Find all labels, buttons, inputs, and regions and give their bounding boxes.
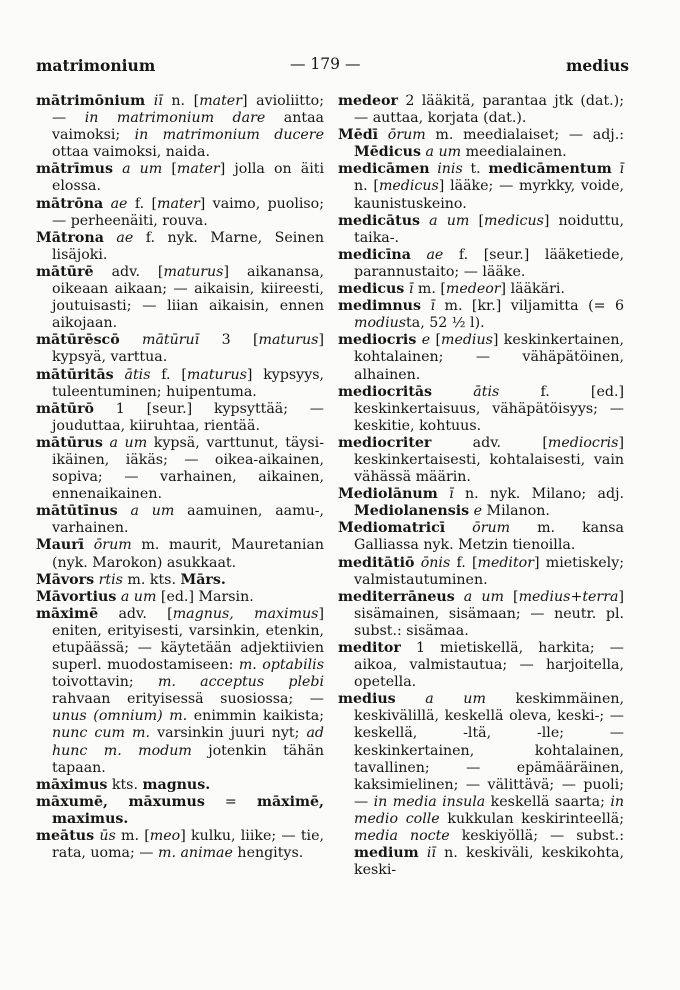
- grammar-form: iī: [153, 93, 163, 109]
- dictionary-entry: [338, 435, 624, 486]
- dictionary-entry: [36, 401, 324, 435]
- dictionary-entry: [36, 828, 324, 862]
- etymology: mater: [176, 161, 220, 178]
- grammar-form: a um: [109, 434, 148, 451]
- definition-text: [84, 537, 94, 553]
- headword: Mātrona: [36, 229, 104, 246]
- definition-text: hengitys.: [232, 845, 304, 862]
- definition-text: [: [430, 332, 441, 349]
- definition-text: f. nyk. Marne, Seinen lisäjoki.: [52, 229, 324, 263]
- grammar-form: mātūruī: [142, 332, 200, 349]
- grammar-form: ae: [116, 229, 134, 246]
- definition-text: f. [: [450, 554, 478, 571]
- headword: Mediolānum: [338, 486, 438, 503]
- dictionary-entry: [36, 537, 324, 571]
- definition-text: n. nyk. Milano; adj.: [453, 486, 624, 503]
- dictionary-entry: [36, 572, 324, 589]
- definition-text: rahvaan erityisessä suosiossa; —: [52, 691, 324, 708]
- definition-text: enimmin kaikista;: [187, 708, 324, 725]
- headword: medimnus: [338, 298, 421, 315]
- definition-text: keskimmäinen, keskivälillä, keskellä oleva, keski-; — keskellä, -ltä, -lle; — keskinkertainen, kohtalainen, tavallinen; — epämääräinen, kaksimielinen; — välittävä; — puoli; —: [354, 691, 624, 810]
- headword: medium: [354, 845, 419, 862]
- right-column: [338, 93, 624, 879]
- example-phrase: modius: [354, 315, 407, 332]
- headword: māximus: [36, 776, 108, 793]
- grammar-form: a um: [463, 588, 504, 605]
- etymology: meo: [149, 828, 181, 845]
- grammar-form: ōrum: [93, 537, 132, 554]
- definition-text: adv. [: [93, 263, 164, 280]
- definition-text: [120, 332, 142, 348]
- definition-text: n. [: [162, 93, 200, 109]
- grammar-form: rtis: [98, 571, 123, 588]
- headword: magnus.: [142, 776, 211, 793]
- definition-text: 2 lääkitä, parantaa jtk (dat.); — auttaa, korjata (dat.).: [354, 93, 624, 127]
- definition-text: meedialainen.: [461, 144, 567, 161]
- dictionary-entry: [36, 503, 324, 537]
- headword: mediocris: [338, 332, 417, 349]
- grammar-form: ī: [430, 298, 436, 315]
- definition-text: f. [ed.] keskinkertaisuus, vähäpätöisyys; — keskitie, kohtuus.: [354, 383, 624, 434]
- definition-text: [118, 503, 131, 519]
- headword: medicāmen: [338, 161, 430, 178]
- definition-text: [103, 196, 110, 212]
- definition-text: [455, 589, 464, 605]
- definition-text: varsinkin juuri nyt;: [150, 725, 307, 742]
- definition-text: adv. [: [98, 605, 173, 622]
- grammar-form: ī: [619, 161, 625, 178]
- definition-text: m. meedialaiset; — adj.:: [425, 127, 624, 144]
- example-phrase: in media insula: [373, 793, 486, 810]
- headword: mātūrō: [36, 400, 95, 417]
- definition-text: ] noiduttu, taika-.: [354, 212, 625, 246]
- headword: Mārs.: [180, 571, 226, 588]
- dictionary-entry: [36, 332, 324, 366]
- grammar-form: a um: [130, 503, 175, 520]
- definition-text: antaa vaimoksi;: [52, 110, 324, 144]
- headword: medius: [338, 691, 396, 708]
- dictionary-entry: [36, 230, 324, 264]
- definition-text: [420, 213, 429, 229]
- etymology: mater: [156, 195, 200, 212]
- headword: mātūrē: [36, 263, 94, 280]
- definition-text: [ed.] Marsin.: [156, 588, 254, 605]
- dictionary-entry: [36, 161, 324, 195]
- headword: mātrimōnium: [36, 93, 146, 109]
- definition-text: [: [503, 588, 519, 605]
- etymology: medeor: [445, 281, 501, 298]
- definition-text: ] kulku, liike; — tie, rata, uoma; —: [52, 828, 324, 862]
- definition-text: keskiyöllä; — subst.:: [449, 828, 624, 845]
- dictionary-entry: [338, 486, 624, 520]
- definition-text: [438, 486, 449, 502]
- headword: mātūrus: [36, 434, 103, 451]
- grammar-form: ī: [449, 486, 454, 503]
- example-phrase: in matrimonium ducere: [134, 127, 324, 144]
- etymology: maturus: [258, 332, 319, 349]
- definition-text: adv. [: [431, 434, 548, 451]
- definition-text: ] eniten, erityisesti, varsinkin, etenkin, etupäässä; — käytetään adjektiivien superl. muodostamiseen:: [52, 605, 324, 674]
- dictionary-entry: [36, 367, 324, 401]
- dictionary-entry: [36, 93, 324, 161]
- definition-text: n. [: [354, 178, 379, 195]
- etymology: maturus: [186, 366, 247, 383]
- definition-text: [396, 691, 426, 707]
- definition-text: ] kypsyys, tuleentuminen; huipentuma.: [52, 366, 325, 400]
- running-head-right: medius: [566, 56, 629, 75]
- definition-text: [145, 93, 154, 109]
- grammar-form: a um: [122, 161, 163, 178]
- headword: mātūritās: [36, 366, 114, 383]
- definition-text: [419, 845, 427, 861]
- definition-text: ] keskinkertaisesti, kohtalaisesti, vain vähässä määrin.: [354, 434, 624, 486]
- headword: māximē: [36, 605, 99, 622]
- definition-text: [114, 367, 125, 383]
- definition-text: 3 [: [199, 332, 259, 349]
- definition-text: m. kts.: [122, 571, 181, 588]
- dictionary-entry: [338, 247, 624, 281]
- dictionary-entry: [338, 520, 624, 554]
- example-phrase: unus (omnium) m.: [52, 708, 188, 725]
- definition-text: ] avioliitto; —: [52, 93, 325, 127]
- grammar-form: e: [421, 332, 431, 349]
- definition-text: ottaa vaimoksi, naida.: [52, 144, 210, 161]
- headword: Mediolanensis: [354, 503, 470, 520]
- etymology: mediocris: [547, 434, 619, 451]
- example-phrase: in medio colle: [354, 793, 624, 827]
- grammar-form: ī: [408, 281, 414, 298]
- headword: mediocriter: [338, 434, 432, 451]
- definition-text: n. keskiväli, keskikohta, keski-: [354, 845, 625, 879]
- headword: meditātiō: [338, 554, 415, 571]
- example-phrase: m. optabilis: [238, 657, 324, 674]
- definition-text: jotenkin tähän tapaan.: [52, 742, 324, 776]
- headword: Māvortius: [36, 588, 117, 605]
- definition-text: ] mietiskely; valmistautuminen.: [354, 554, 624, 588]
- dictionary-entry: [338, 555, 624, 589]
- definition-text: [445, 520, 472, 536]
- grammar-form: ūs: [99, 828, 116, 845]
- definition-text: Milanon.: [482, 503, 550, 520]
- definition-text: m. [kr.] viljamitta (= 6: [435, 298, 624, 315]
- definition-text: t.: [462, 161, 489, 178]
- page-number: — 179 —: [290, 55, 361, 73]
- dictionary-entry: [338, 93, 624, 127]
- definition-text: f. [: [150, 366, 187, 383]
- dictionary-entry: [338, 161, 624, 212]
- definition-text: ] jolla on äiti elossa.: [52, 161, 325, 195]
- headword: meditor: [338, 640, 401, 656]
- definition-text: 1 [seur.] kypsyttää; — jouduttaa, kiiruhtaa, rientää.: [52, 400, 324, 434]
- definition-text: ] vaimo, puoliso; — perheenäiti, rouva.: [52, 195, 325, 229]
- dictionary-entry: [338, 589, 624, 640]
- definition-text: ] kypsyä, varttua.: [52, 332, 324, 366]
- definition-text: keskellä saarta;: [485, 793, 611, 810]
- definition-text: aamuinen, aamu-, varhainen.: [52, 503, 325, 537]
- headword: mātrōna: [36, 195, 104, 212]
- definition-text: [: [162, 161, 177, 178]
- headword: mātūrēscō: [36, 332, 120, 349]
- definition-text: kukkulan keskirinteellä;: [439, 810, 624, 827]
- definition-text: m. [: [413, 281, 446, 298]
- dictionary-entry: [36, 589, 324, 606]
- dictionary-entry: [36, 777, 324, 794]
- headword: medeor: [338, 93, 398, 109]
- definition-text: [113, 161, 122, 177]
- headword: Maurī: [36, 537, 85, 554]
- etymology: mater: [199, 93, 242, 109]
- etymology: medicus: [484, 212, 544, 229]
- running-head-left: matrimonium: [36, 56, 156, 75]
- grammar-form: ātis: [473, 383, 500, 400]
- dictionary-entry: [338, 213, 624, 247]
- example-phrase: m. animae: [158, 845, 233, 862]
- headword: meātus: [36, 828, 95, 845]
- headword: Mēdicus: [354, 144, 421, 161]
- definition-text: ] keskinkertainen, kohtalainen; — vähäpätöinen, alhainen.: [354, 332, 624, 383]
- headword: māxumē, māxumus: [36, 793, 205, 810]
- headword: Mēdī: [338, 127, 379, 144]
- left-column: [36, 93, 324, 862]
- headword: Māvors: [36, 571, 95, 588]
- definition-text: m. kansa Galliassa nyk. Metzin tienoilla.: [354, 520, 624, 554]
- grammar-form: e: [473, 503, 483, 520]
- example-phrase: m. acceptus plebi: [157, 674, 324, 691]
- definition-text: ] aikanansa, oikeaan aikaan; — aikaisin, kiireesti, joutuisasti; — liian aikaisin, ennen aikojaan.: [52, 263, 324, 332]
- grammar-form: ōnis: [420, 554, 451, 571]
- dictionary-entry: [36, 196, 324, 230]
- etymology: magnus, maximus: [172, 605, 319, 622]
- headword: Mediomatricī: [338, 520, 446, 537]
- dictionary-entry: [338, 332, 624, 383]
- definition-text: f. [seur.] lääketiede, parannustaito; — lääke.: [354, 246, 624, 280]
- definition-text: m. maurit, Mauretanian (nyk. Marokon) asukkaat.: [52, 537, 324, 571]
- dictionary-entry: [36, 606, 324, 777]
- definition-text: [411, 247, 427, 263]
- grammar-form: ōrum: [472, 520, 511, 537]
- definition-text: [: [469, 212, 485, 229]
- definition-text: 1 mietiskellä, harkita; — aikoa, valmistautua; — harjoitella, opetella.: [354, 640, 624, 691]
- dictionary-entry: [338, 127, 624, 161]
- dictionary-entry: [36, 435, 324, 503]
- dictionary-entry: [338, 384, 624, 435]
- definition-text: kts.: [107, 776, 143, 793]
- headword: mediocritās: [338, 383, 433, 400]
- grammar-form: iī: [426, 845, 436, 862]
- definition-text: [432, 384, 473, 400]
- etymology: medius: [441, 332, 493, 349]
- grammar-form: inis: [437, 161, 463, 178]
- dictionary-entry: [338, 640, 624, 691]
- etymology: medicus: [378, 178, 439, 195]
- dictionary-entry: [338, 691, 624, 879]
- etymology: maturus: [163, 263, 224, 280]
- definition-text: ] sisämainen, sisämaan; — neutr. pl. subst.: sisämaa.: [354, 588, 625, 639]
- grammar-form: ae: [110, 195, 128, 212]
- grammar-form: ātis: [124, 366, 151, 383]
- definition-text: ] lääke; — myrkky, voide, kaunistuskeino.: [354, 178, 624, 212]
- headword: mātūtīnus: [36, 503, 118, 520]
- etymology: meditor: [477, 554, 534, 571]
- grammar-form: ae: [426, 246, 444, 263]
- headword: medicāmentum: [488, 161, 612, 178]
- grammar-form: a um: [425, 691, 486, 708]
- headword: māximē, maximus.: [52, 793, 324, 827]
- definition-text: ta, 52 ½ l).: [406, 315, 485, 332]
- definition-text: =: [204, 793, 257, 810]
- dictionary-entry: [36, 794, 324, 828]
- definition-text: ] lääkäri.: [500, 281, 565, 298]
- grammar-form: a um: [429, 212, 470, 229]
- headword: mediterrāneus: [338, 588, 455, 605]
- example-phrase: ad hunc m. modum: [52, 725, 324, 759]
- etymology: medius+terra: [518, 588, 619, 605]
- definition-text: [378, 127, 388, 143]
- headword: medicātus: [338, 212, 421, 229]
- headword: medicus: [338, 281, 405, 298]
- dictionary-entry: [36, 264, 324, 332]
- definition-text: m. [: [115, 828, 150, 845]
- dictionary-entry: [338, 298, 624, 332]
- headword: medicīna: [338, 246, 411, 263]
- example-phrase: in matrimonium dare: [84, 110, 266, 127]
- grammar-form: a um: [120, 588, 157, 605]
- dictionary-entry: [338, 281, 624, 298]
- grammar-form: a um: [425, 144, 462, 161]
- example-phrase: nunc cum m.: [52, 725, 151, 742]
- definition-text: f. [: [127, 195, 157, 212]
- definition-text: toivottavin;: [52, 674, 158, 691]
- definition-text: kypsä, varttunut, täysi-ikäinen, iäkäs; — oikea-aikainen, sopiva; — varhainen, aikainen, ennenaikainen.: [52, 434, 325, 503]
- definition-text: [104, 230, 117, 246]
- example-phrase: media nocte: [354, 828, 450, 845]
- grammar-form: ōrum: [387, 127, 426, 144]
- headword: mātrīmus: [36, 161, 113, 178]
